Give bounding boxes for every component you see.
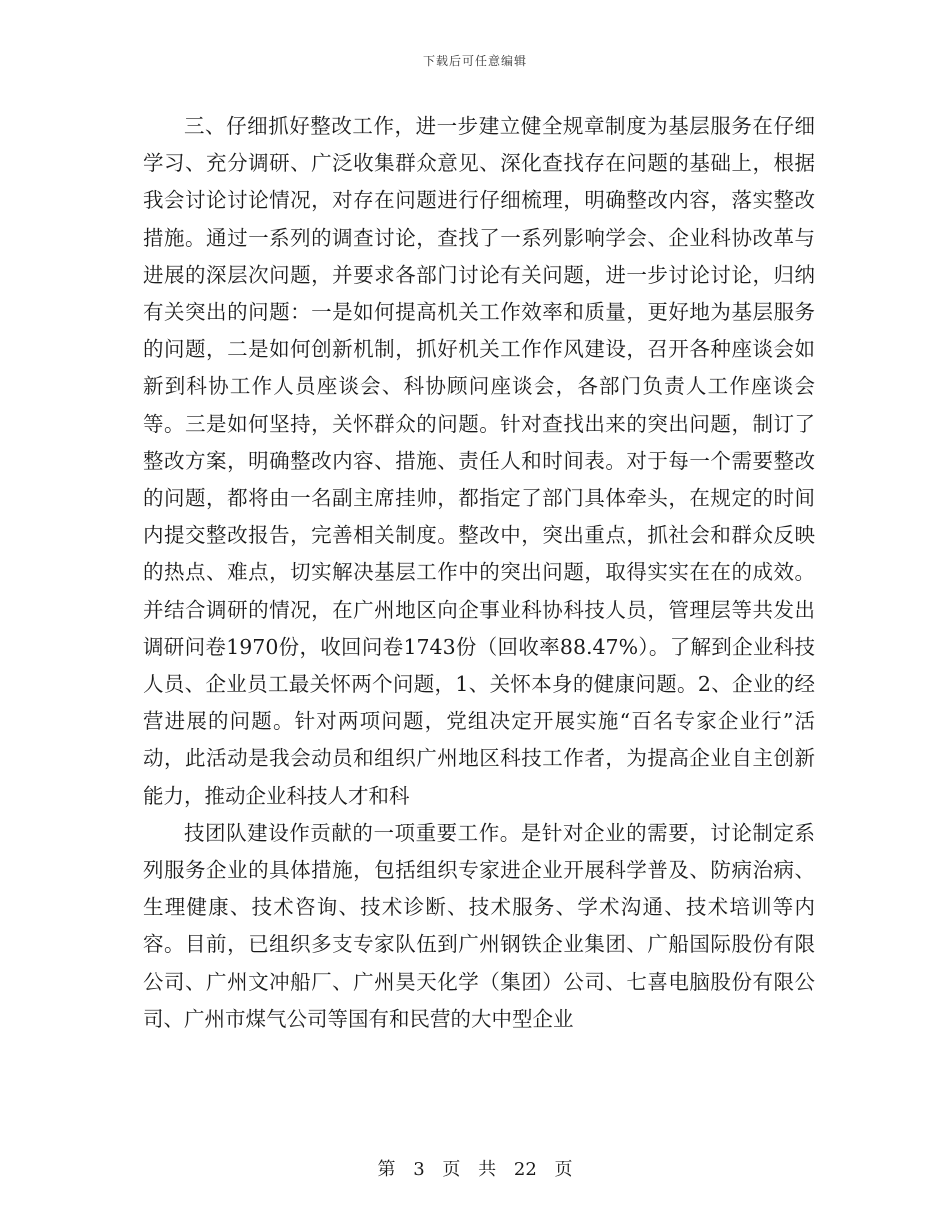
footer-label-total-unit: 页 [554, 1159, 573, 1180]
footer-label-total: 共 [478, 1159, 497, 1180]
body-paragraph-2: 技团队建设作贡献的一项重要工作。是针对企业的需要，讨论制定系列服务企业的具体措施，包括组织专家进企业开展科学普及、防病治病、生理健康、技术咨询、技术诊断、技术服务、学术沟通、技术培训等内容。目前，已组织多支专家队伍到广州钢铁企业集团、广船国际股份有限公司、广州文冲船厂、广州昊天化学（集团）公司、七喜电脑股份有限公司、广州市煤气公司等国有和民营的大中型企业 [143, 820, 815, 1031]
footer-label-page: 第 [377, 1159, 396, 1180]
page-header-note: 下载后可任意编辑 [422, 54, 527, 68]
footer-label-page-unit: 页 [442, 1159, 461, 1180]
body-paragraph-1: 三、仔细抓好整改工作，进一步建立健全规章制度为基层服务在仔细学习、充分调研、广泛收集群众意见、深化查找存在问题的基础上，根据我会讨论讨论情况，对存在问题进行仔细梳理，明确整改内容，落实整改措施。通过一系列的调查讨论，查找了一系列影响学会、企业科协改革与进展的深层次问题，并要求各部门讨论有关问题，进一步讨论讨论，归纳有关突出的问题：一是如何提高机关工作效率和质量，更好地为基层服务的问题，二是如何创新机制，抓好机关工作作风建设，召开各种座谈会如新到科协工作人员座谈会、科协顾问座谈会，各部门负责人工作座谈会等。三是如何坚持，关怀群众的问题。针对查找出来的突出问题，制订了整改方案，明确整改内容、措施、责任人和时间表。对于每一个需要整改的问题，都将由一名副主席挂帅，都指定了部门具体牵头，在规定的时间内提交整改报告，完善相关制度。整改中，突出重点，抓社会和群众反映的热点、难点，切实解决基层工作中的突出问题，取得实实在在的成效。并结合调研的情况，在广州地区向企事业科协科技人员，管理层等共发出调研问卷1970份，收回问卷1743份（回收率88.47%）。了解到企业科技人员、企业员工最关怀两个问题，1、关怀本身的健康问题。2、企业的经营进展的问题。针对两项问题，党组决定开展实施“百名专家企业行”活动，此活动是我会动员和组织广州地区科技工作者，为提高企业自主创新能力，推动企业科技人才和科 [143, 114, 815, 808]
footer-total-pages: 22 [513, 1159, 537, 1180]
document-body [143, 108, 815, 1038]
footer-current-page: 3 [413, 1159, 425, 1180]
page-number-footer [0, 1155, 950, 1181]
